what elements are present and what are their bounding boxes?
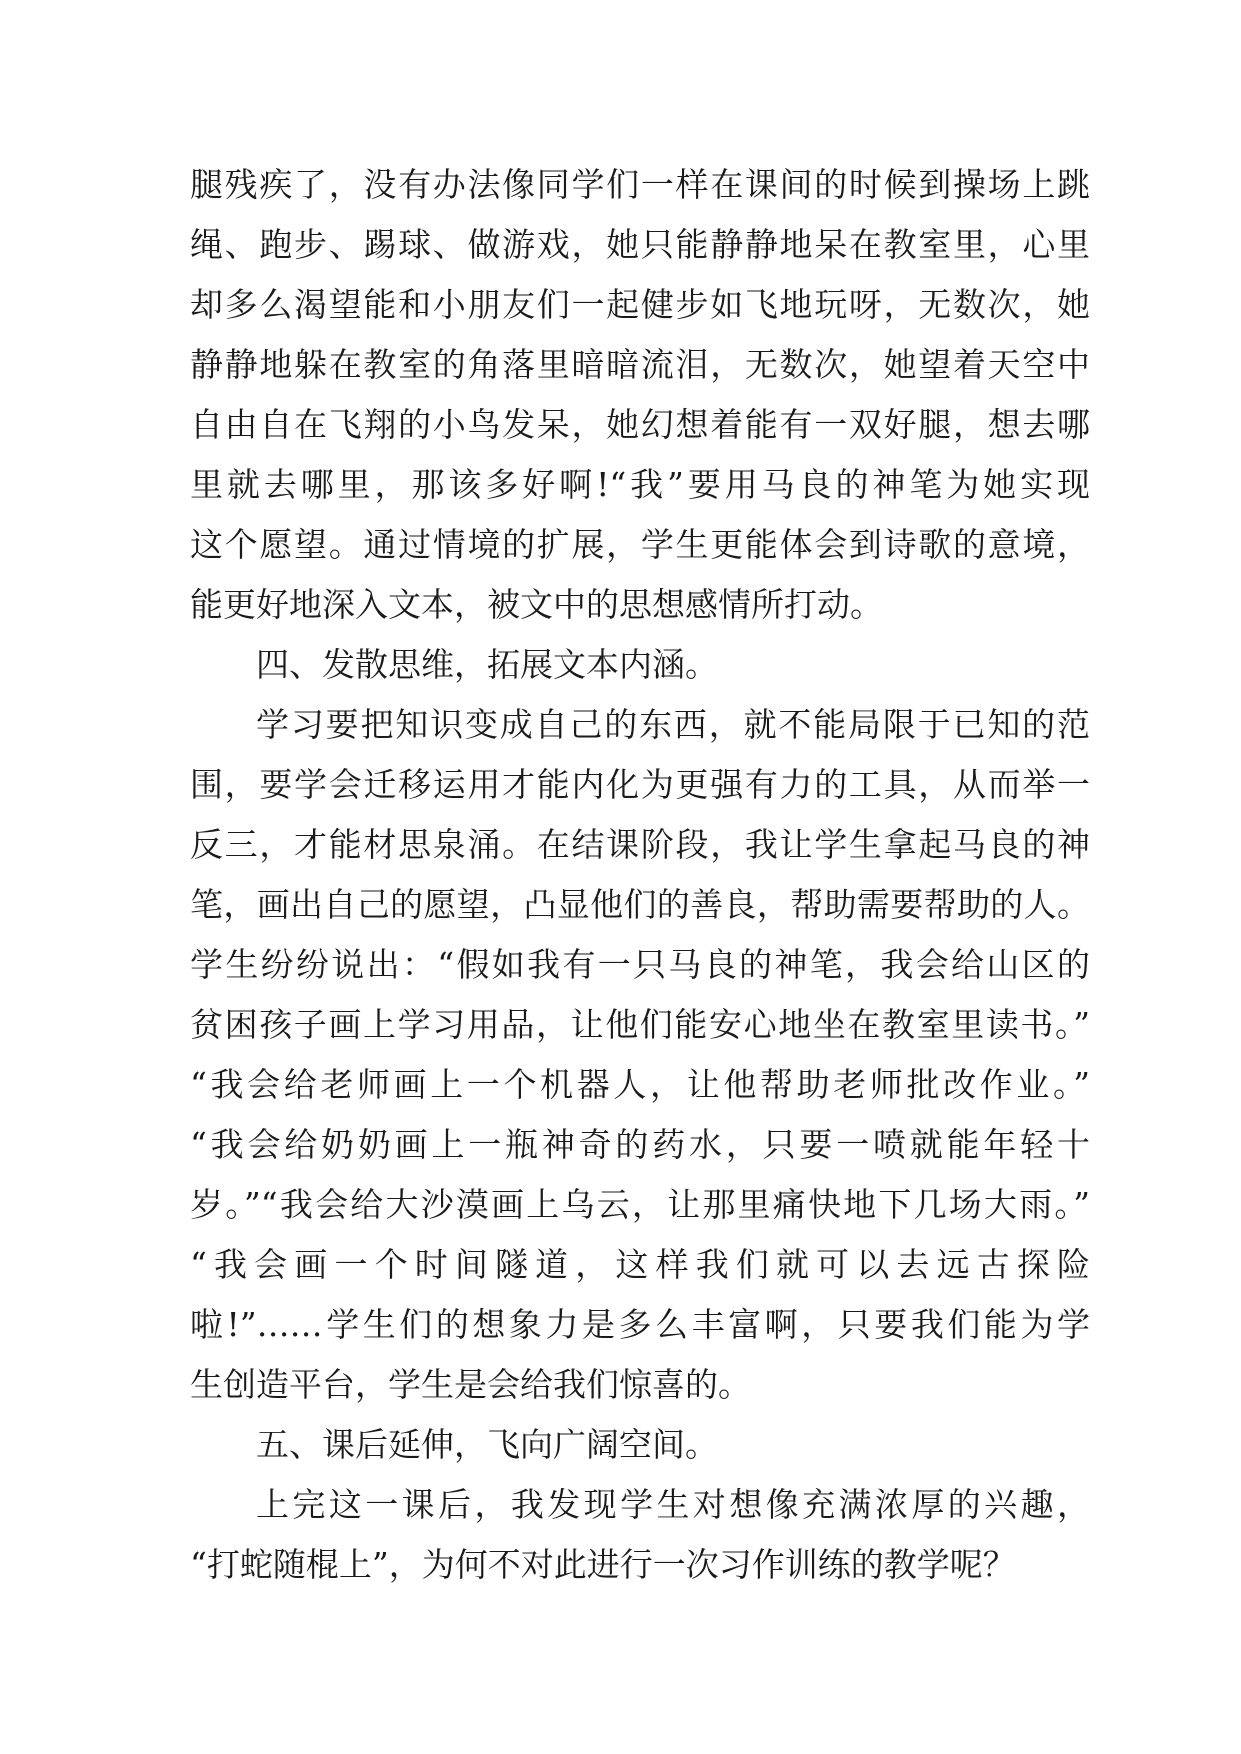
text-line: 学习要把知识变成自己的东西，就不能局限于已知的范 bbox=[256, 705, 1090, 744]
text-line: 上完这一课后，我发现学生对想像充满浓厚的兴趣， bbox=[256, 1485, 1090, 1524]
text-line: 贫困孩子画上学习用品，让他们能安心地坐在教室里读书。” bbox=[190, 1005, 1090, 1044]
text-line: 学生纷纷说出：“假如我有一只马良的神笔，我会给山区的 bbox=[190, 945, 1090, 984]
text-line: 笔，画出自己的愿望，凸显他们的善良，帮助需要帮助的人。 bbox=[190, 885, 1090, 924]
body-text bbox=[190, 155, 1090, 1595]
text-line: 生创造平台，学生是会给我们惊喜的。 bbox=[190, 1365, 751, 1404]
text-line: 却多么渴望能和小朋友们一起健步如飞地玩呀，无数次，她 bbox=[190, 285, 1090, 324]
text-line: 自由自在飞翔的小鸟发呆，她幻想着能有一双好腿，想去哪 bbox=[190, 405, 1090, 444]
text-line: 反三，才能材思泉涌。在结课阶段，我让学生拿起马良的神 bbox=[190, 825, 1090, 864]
text-line: 能更好地深入文本，被文中的思想感情所打动。 bbox=[190, 585, 883, 624]
section-heading: 四、发散思维，拓展文本内涵。 bbox=[256, 645, 718, 684]
text-line: 绳、跑步、踢球、做游戏，她只能静静地呆在教室里，心里 bbox=[190, 225, 1090, 264]
text-line: “我会给老师画上一个机器人，让他帮助老师批改作业。” bbox=[190, 1065, 1090, 1104]
text-line: 岁。”“我会给大沙漠画上乌云，让那里痛快地下几场大雨。” bbox=[190, 1185, 1090, 1224]
text-line: 围，要学会迁移运用才能内化为更强有力的工具，从而举一 bbox=[190, 765, 1090, 804]
section-heading: 五、课后延伸，飞向广阔空间。 bbox=[256, 1425, 718, 1464]
text-line: 静静地躲在教室的角落里暗暗流泪，无数次，她望着天空中 bbox=[190, 345, 1090, 384]
text-line: “打蛇随棍上”，为何不对此进行一次习作训练的教学呢？ bbox=[190, 1545, 1016, 1584]
text-line: 里就去哪里，那该多好啊!“我”要用马良的神笔为她实现 bbox=[190, 465, 1090, 504]
text-line: 这个愿望。通过情境的扩展，学生更能体会到诗歌的意境， bbox=[190, 525, 1090, 564]
text-line: “我会画一个时间隧道，这样我们就可以去远古探险 bbox=[190, 1245, 1090, 1284]
text-line: “我会给奶奶画上一瓶神奇的药水，只要一喷就能年轻十 bbox=[190, 1125, 1090, 1164]
text-line: 啦!”……学生们的想象力是多么丰富啊，只要我们能为学 bbox=[190, 1305, 1090, 1344]
text-line: 腿残疾了，没有办法像同学们一样在课间的时候到操场上跳 bbox=[190, 165, 1090, 204]
